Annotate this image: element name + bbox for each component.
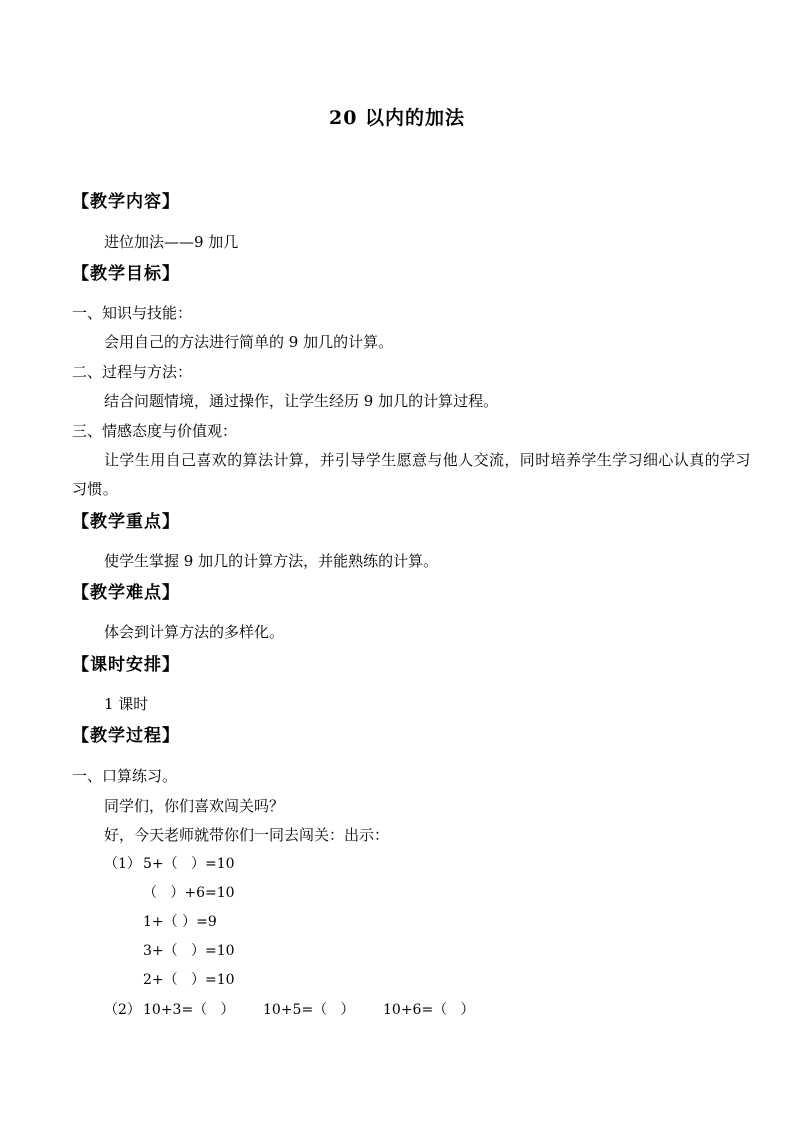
schedule-text: 1 课时 — [104, 695, 149, 713]
exercise-2-item-2: 10+5=（ ） — [263, 1002, 355, 1018]
page-title: 20 以内的加法 — [328, 107, 466, 129]
goal-2-label: 二、过程与方法： — [72, 363, 193, 381]
exercise-1-prefix: （1） — [104, 856, 141, 872]
exercise-1-item-5: 2+（ ）=10 — [143, 972, 235, 988]
heading-schedule: 【课时安排】 — [72, 655, 180, 675]
exercise-1-item-4: 3+（ ）=10 — [143, 943, 235, 959]
goal-3-text: 让学生用自己喜欢的算法计算，并引导学生愿意与他人交流，同时培养学生学习细心认真的学习习惯。 — [72, 451, 751, 498]
exercise-2-item-3: 10+6=（ ） — [383, 1002, 475, 1018]
exercise-1-item-3: 1+（ ）=9 — [143, 914, 217, 930]
process-step-1-label: 一、口算练习。 — [72, 767, 178, 785]
heading-teaching-process: 【教学过程】 — [72, 726, 180, 746]
exercise-2-prefix: （2） — [104, 1002, 141, 1018]
goal-1-label: 一、知识与技能： — [72, 304, 193, 322]
exercise-1-item-1: 5+（ ）=10 — [143, 856, 235, 872]
goal-2-text: 结合问题情境，通过操作，让学生经历 9 加几的计算过程。 — [104, 392, 499, 410]
heading-key-points: 【教学重点】 — [72, 512, 180, 532]
process-line-1: 同学们，你们喜欢闯关吗？ — [104, 797, 285, 815]
key-points-text: 使学生掌握 9 加几的计算方法，并能熟练的计算。 — [104, 552, 439, 570]
heading-teaching-content: 【教学内容】 — [72, 192, 180, 212]
exercise-2-item-1: 10+3=（ ） — [143, 1002, 235, 1018]
teaching-content-text: 进位加法——9 加几 — [104, 233, 239, 251]
goal-1-text: 会用自己的方法进行简单的 9 加几的计算。 — [104, 333, 394, 351]
process-line-2: 好，今天老师就带你们一同去闯关：出示： — [104, 826, 390, 844]
difficulties-text: 体会到计算方法的多样化。 — [104, 623, 285, 641]
heading-difficulties: 【教学难点】 — [72, 583, 180, 603]
goal-3-label: 三、情感态度与价值观： — [72, 422, 238, 440]
exercise-1-item-2: （ ）+6=10 — [143, 885, 235, 901]
heading-teaching-goals: 【教学目标】 — [72, 264, 180, 284]
